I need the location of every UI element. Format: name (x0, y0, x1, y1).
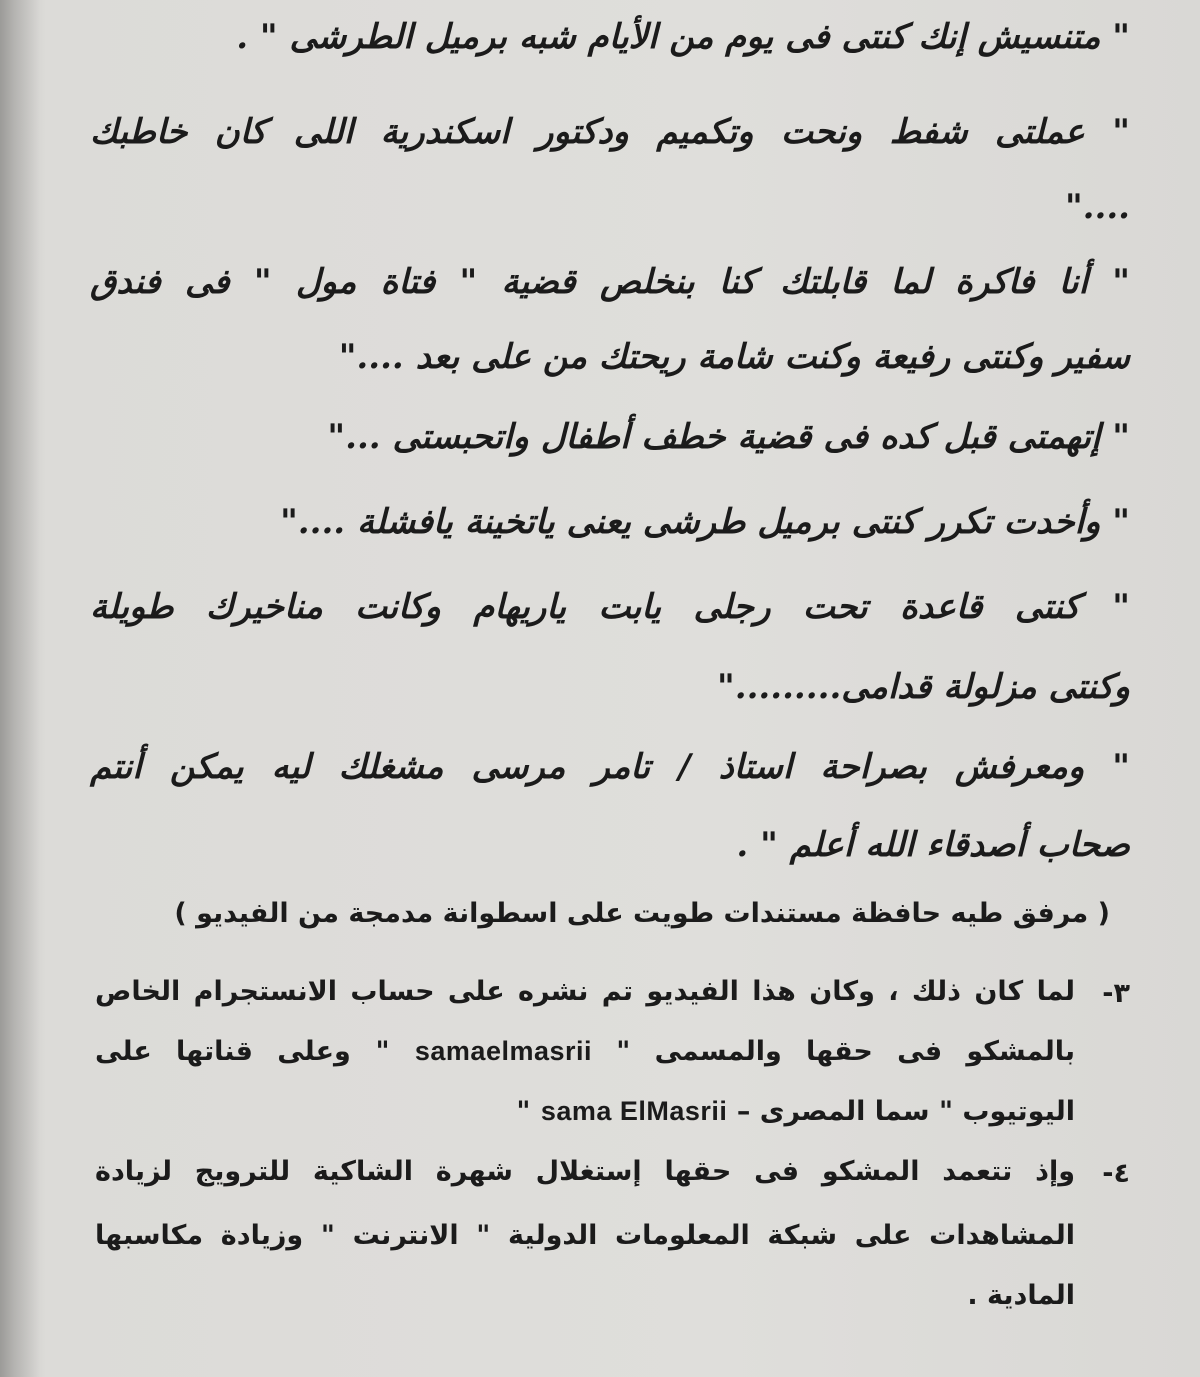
youtube-handle: sama ElMasrii (540, 1096, 728, 1126)
quote-line-4: " أنا فاكرة لما قابلتك كنا بنخلص قضية " فتاة مول " فى فندق (90, 262, 1130, 302)
item-3-line-2-start: بالمشكو فى حقها والمسمى " (616, 1036, 1076, 1067)
attachment-note: ( مرفق طيه حافظة مستندات طويت على اسطوانة مدمجة من الفيديو ) (174, 898, 1110, 929)
quote-line-1: " متنسيش إنك كنتى فى يوم من الأيام شبه برميل الطرشى " . (236, 17, 1130, 57)
item-3-line-3 (470, 1098, 1075, 1125)
quote-line-8: " كنتى قاعدة تحت رجلى يابت ياريهام وكانت مناخيرك طويلة (90, 587, 1130, 627)
page-fold-shadow (0, 0, 40, 1377)
item-4-number: ٤- (1102, 1158, 1130, 1189)
quote-line-7: " وأخدت تكرر كنتى برميل طرشى يعنى ياتخينة يافشلة ...." (280, 502, 1130, 542)
item-3-line-3-end: " (516, 1096, 531, 1127)
quote-line-11: صحاب أصدقاء الله أعلم " . (736, 825, 1130, 865)
item-4-line-1: وإذ تتعمد المشكو فى حقها إستغلال شهرة الشاكية للترويج لزيادة (95, 1156, 1075, 1187)
item-4-line-2: المشاهدات على شبكة المعلومات الدولية " الانترنت " وزيادة مكاسبها (95, 1220, 1075, 1251)
item-3-number: ٣- (1102, 978, 1130, 1009)
quote-line-9: وكنتى مزلولة قدامى........." (717, 667, 1130, 707)
item-3-line-1: لما كان ذلك ، وكان هذا الفيديو تم نشره على حساب الانستجرام الخاص (95, 976, 1075, 1007)
item-4-line-3: المادية . (967, 1280, 1075, 1311)
instagram-handle: samaelmasrii (414, 1036, 593, 1066)
quote-line-2: " عملتى شفط ونحت وتكميم ودكتور اسكندرية اللى كان خاطبك (90, 112, 1130, 152)
quote-line-10: " ومعرفش بصراحة استاذ / تامر مرسى مشغلك ليه يمكن أنتم (90, 747, 1130, 787)
item-3-line-2 (95, 1038, 1075, 1065)
quote-line-6: " إتهمتى قبل كده فى قضية خطف أطفال واتحبستى ..." (327, 417, 1130, 457)
quote-line-5: سفير وكنتى رفيعة وكنت شامة ريحتك من على بعد ...." (338, 337, 1130, 377)
quote-line-3: ...." (1064, 187, 1130, 227)
item-3-line-3-start: اليوتيوب " سما المصرى – (736, 1096, 1075, 1127)
item-3-line-2-end: " وعلى قناتها على (95, 1036, 391, 1067)
